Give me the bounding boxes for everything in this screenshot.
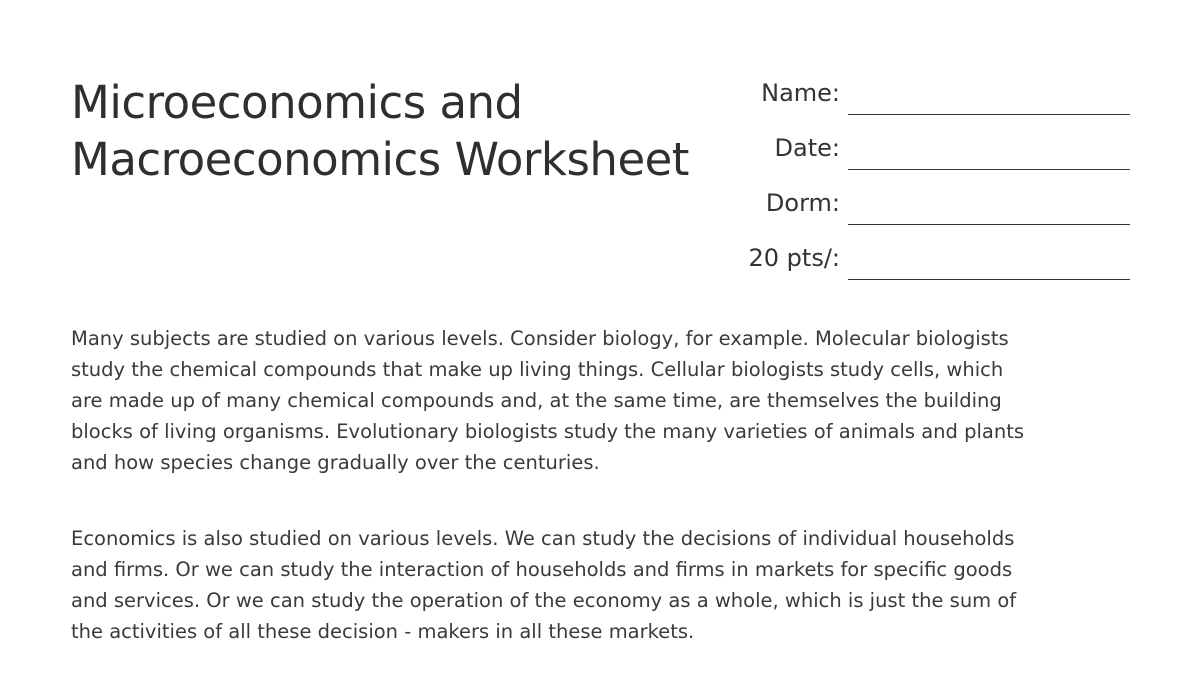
paragraph-line: Many subjects are studied on various levels. Consider biology, for example. Molecular biologists xyxy=(71,327,1009,350)
points-blank-line[interactable] xyxy=(848,279,1130,280)
paragraph-line: are made up of many chemical compounds and, at the same time, are themselves the building xyxy=(71,389,1002,412)
points-field[interactable] xyxy=(700,243,1132,298)
date-label: Date: xyxy=(774,134,840,162)
name-label: Name: xyxy=(761,79,840,107)
paragraph-line: and firms. Or we can study the interaction of households and firms in markets for specific goods xyxy=(71,558,1013,581)
paragraph-line: the activities of all these decision - makers in all these markets. xyxy=(71,620,695,643)
dorm-field[interactable] xyxy=(700,188,1132,243)
paragraph-line: and how species change gradually over the centuries. xyxy=(71,451,600,474)
dorm-label: Dorm: xyxy=(765,189,840,217)
paragraph-biology xyxy=(71,323,1141,478)
paragraph-line: blocks of living organisms. Evolutionary biologists study the many varieties of animals and plants xyxy=(71,420,1024,443)
name-blank-line[interactable] xyxy=(848,114,1130,115)
paragraph-line: Economics is also studied on various levels. We can study the decisions of individual households xyxy=(71,527,1015,550)
points-label: 20 pts/: xyxy=(748,244,840,272)
date-blank-line[interactable] xyxy=(848,169,1130,170)
title-line-1: Microeconomics and xyxy=(71,76,523,129)
title-line-2: Macroeconomics Worksheet xyxy=(71,133,689,186)
dorm-blank-line[interactable] xyxy=(848,224,1130,225)
student-info-fields xyxy=(700,78,1132,298)
name-field[interactable] xyxy=(700,78,1132,133)
worksheet-title xyxy=(71,74,711,188)
date-field[interactable] xyxy=(700,133,1132,188)
paragraph-line: study the chemical compounds that make up living things. Cellular biologists study cells, which xyxy=(71,358,1004,381)
paragraph-economics xyxy=(71,523,1141,647)
paragraph-line: and services. Or we can study the operation of the economy as a whole, which is just the sum of xyxy=(71,589,1017,612)
